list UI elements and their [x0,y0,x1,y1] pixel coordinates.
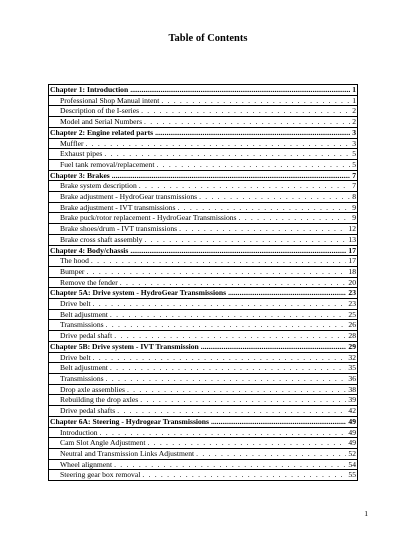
toc-section-row [48,353,358,364]
dot-leader [196,449,346,459]
toc-page-number: 23 [348,299,356,309]
toc-entry-title: Chapter 3: Brakes [50,170,110,180]
toc-entry-title: Introduction [60,427,98,437]
toc-entry-title: Brake adjustment - IVT transmissions [60,202,176,212]
dot-leader [106,374,347,384]
toc-page-number: 7 [352,170,356,180]
toc-page-number: 1 [352,85,356,94]
toc-chapter-row [48,171,358,182]
toc-entry-title: Brake cross shaft assembly [60,234,143,244]
table-of-contents [48,84,358,481]
toc-section-row [48,470,358,481]
toc-entry-title: Muffler [60,138,84,148]
dot-leader [120,278,347,288]
toc-entry-title: The hood [60,256,89,266]
toc-chapter-row [48,342,358,353]
toc-chapter-row [48,417,358,428]
toc-section-row [48,449,358,460]
toc-entry-title: Drive pedal shafts [60,406,116,416]
toc-page-number: 3 [352,138,356,148]
toc-entry-title: Drive belt [60,352,91,362]
toc-entry-title: Bumper [60,266,85,276]
toc-chapter-row [48,128,358,139]
toc-page-number: 23 [348,288,356,298]
toc-entry-title: Belt adjustment [60,309,108,319]
toc-section-row [48,96,358,107]
dot-leader [106,320,347,330]
toc-page-number: 25 [348,309,356,319]
toc-section-row [48,213,358,224]
toc-section-row [48,117,358,128]
toc-entry-title: Fuel tank removal/replacement [60,159,155,169]
toc-entry-title: Chapter 5A: Drive system - HydroGear Transmissions [50,288,227,298]
dot-leader [199,192,350,202]
dot-leader [93,353,347,363]
toc-page-number: 7 [352,181,356,191]
toc-page-number: 17 [348,256,356,266]
toc-entry-title: Chapter 5B: Drive system - IVT Transmission [50,341,199,351]
toc-section-row [48,363,358,374]
dot-leader [127,385,346,395]
dot-leader [155,128,350,138]
toc-section-row [48,320,358,331]
toc-section-row [48,299,358,310]
dot-leader [142,470,346,480]
toc-page-number: 54 [348,459,356,469]
toc-page-number: 52 [348,448,356,458]
dot-leader [144,117,350,127]
toc-page-number: 12 [348,224,356,234]
dot-leader [110,310,347,320]
dot-leader [93,299,347,309]
dot-leader [86,267,346,277]
toc-section-row [48,106,358,117]
toc-section-row [48,395,358,406]
page-title: Table of Contents [168,33,248,44]
toc-page-number: 39 [348,395,356,405]
toc-page-number: 38 [348,384,356,394]
toc-entry-title: Rebuilding the drop axles [60,395,139,405]
toc-entry-title: Wheel alignment [60,459,113,469]
dot-leader [110,363,347,373]
dot-leader [100,428,347,438]
toc-entry-title: Chapter 2: Engine related parts [50,127,154,137]
toc-entry-title: Chapter 6A: Steering - Hydrogear Transmissions [50,416,209,426]
dot-leader [114,460,346,470]
toc-section-row [48,203,358,214]
toc-page-number: 26 [348,320,356,330]
toc-section-row [48,438,358,449]
toc-page-number: 9 [352,213,356,223]
dot-leader [91,256,347,266]
toc-page-number: 49 [348,438,356,448]
toc-page-number: 9 [352,202,356,212]
toc-section-row [48,149,358,160]
toc-page-number: 29 [348,341,356,351]
toc-section-row [48,224,358,235]
toc-page-number: 3 [352,127,356,137]
dot-leader [161,96,350,106]
toc-page-number: 35 [348,363,356,373]
dot-leader [201,342,347,352]
dot-leader [239,213,351,223]
toc-entry-title: Cam Slot Angle Adjustment [60,438,146,448]
toc-entry-title: Remove the fender [60,277,118,287]
toc-page-number: 36 [348,373,356,383]
toc-section-row [48,310,358,321]
toc-page-number: 5 [352,149,356,159]
toc-section-row [48,374,358,385]
dot-leader [130,85,350,95]
toc-entry-title: Drop axle assemblies [60,384,125,394]
dot-leader [104,149,350,159]
dot-leader [177,203,350,213]
toc-page-number: 17 [348,245,356,255]
dot-leader [179,224,346,234]
toc-entry-title: Belt adjustment [60,363,108,373]
dot-leader [228,288,346,298]
toc-entry-title: Transmissions [60,373,104,383]
dot-leader [117,406,346,416]
toc-page-number: 28 [348,331,356,341]
toc-entry-title: Drive pedal shaft [60,331,113,341]
toc-entry-title: Drive belt [60,299,91,309]
toc-section-row [48,139,358,150]
toc-page-number: 13 [348,234,356,244]
toc-section-row [48,406,358,417]
toc-chapter-row [48,288,358,299]
toc-section-row [48,267,358,278]
toc-section-row [48,385,358,396]
toc-entry-title: Brake adjustment - HydroGear transmissions [60,192,198,202]
toc-entry-title: Model and Serial Numbers [60,117,143,127]
toc-entry-title: Brake puck/rotor replacement - HydroGear Transmissions [60,213,237,223]
toc-page-number: 42 [348,406,356,416]
toc-entry-title: Exhaust pipes [60,149,103,159]
dot-leader [130,246,346,256]
toc-section-row [48,460,358,471]
toc-section-row [48,181,358,192]
toc-page-number: 8 [352,192,356,202]
dot-leader [147,438,346,448]
toc-page-number: 55 [348,470,356,480]
toc-section-row [48,428,358,439]
dot-leader [156,160,350,170]
toc-entry-title: Professional Shop Manual intent [60,95,160,105]
toc-chapter-row [48,84,358,96]
toc-section-row [48,160,358,171]
toc-entry-title: Brake shoes/drum - IVT transmissions [60,224,178,234]
dot-leader [139,181,350,191]
toc-entry-title: Description of the I-series [60,106,140,116]
toc-entry-title: Chapter 1: Introduction [50,85,129,94]
toc-page-number: 2 [352,117,356,127]
toc-page-number: 49 [348,427,356,437]
toc-page-number: 49 [348,416,356,426]
toc-page-number: 5 [352,159,356,169]
toc-page-number: 1 [352,95,356,105]
toc-page-number: 20 [348,277,356,287]
toc-section-row [48,278,358,289]
dot-leader [141,106,350,116]
dot-leader [114,331,346,341]
dot-leader [112,171,350,181]
page-number: 1 [364,509,368,518]
toc-chapter-row [48,246,358,257]
toc-section-row [48,256,358,267]
toc-section-row [48,192,358,203]
toc-entry-title: Transmissions [60,320,104,330]
toc-entry-title: Steering gear box removal [60,470,141,480]
toc-page-number: 18 [348,266,356,276]
toc-page-number: 32 [348,352,356,362]
dot-leader [211,417,346,427]
toc-page-number: 2 [352,106,356,116]
toc-entry-title: Neutral and Transmission Links Adjustment [60,448,195,458]
toc-section-row [48,235,358,246]
dot-leader [140,395,346,405]
dot-leader [144,235,346,245]
toc-entry-title: Chapter 4: Body/chassis [50,245,129,255]
toc-entry-title: Brake system description [60,181,137,191]
toc-section-row [48,331,358,342]
dot-leader [85,139,350,149]
